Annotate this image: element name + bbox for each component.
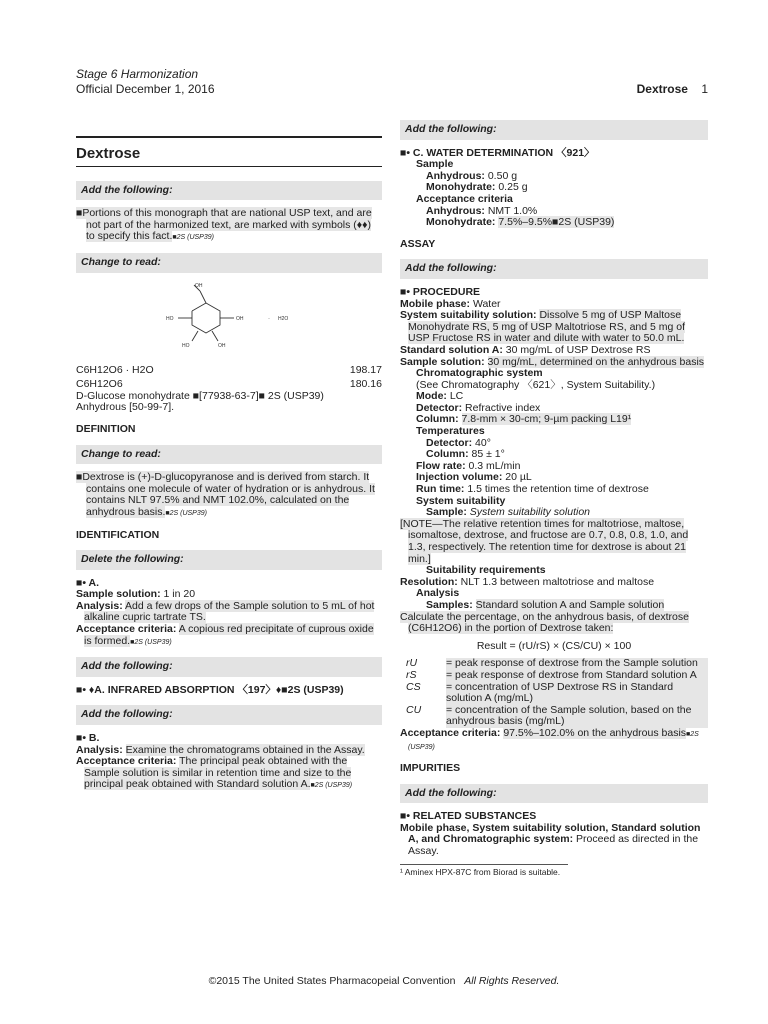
definition-text: = concentration of USP Dextrose RS in Standard solution A (mg/mL) [446,682,708,705]
rights: All Rights Reserved. [464,975,560,987]
revision-band-change: Change to read: [76,445,382,465]
structure-ho-left: HO [166,315,174,322]
related-substances: ■• RELATED SUBSTANCES Mobile phase, System suitability solution, Standard solution A, and Chromatographic system: Proceed as directed in the Assay. [400,810,701,858]
definition-symbol: CS [406,680,421,693]
running-head-title: Dextrose [636,82,688,96]
monograph-title: Dextrose [76,145,141,162]
revision-band-change: Change to read: [76,253,382,273]
definition-text: = peak response of dextrose from Standard solution A [446,670,708,682]
copyright: ©2015 The United States Pharmacopeial Convention [208,975,456,987]
section-impurities: IMPURITIES [400,762,461,775]
structure-oh-top: OH [195,282,203,289]
structure-oh-right: OH [236,315,244,322]
definition-spacer [430,670,446,682]
equation-definitions [406,658,708,728]
formula-monohydrate: C6H12O6 · H2O 198.17 [76,363,382,376]
intro-paragraph: ■Portions of this monograph that are national USP text, and are not part of the harmonized text, are marked with symbols (♦♦) to specify this fact.■2S (USP39) [76,207,372,243]
revision-band-add: Add the following: [76,705,382,725]
running-head [637,82,708,96]
result-equation: Result = (rU/rS) × (CS/CU) × 100 [476,639,632,652]
definition-symbol: rS [406,668,417,681]
water-determination: ■• C. WATER DETERMINATION 〈921〉 Sample Anhydrous: 0.50 g Monohydrate: 0.25 g Acceptance criteria Anhydrous: NMT 1.0% Monohydrate: 7.5%–9.5%■2S (USP39) [400,146,615,229]
official-date: Official December 1, 2016 [76,82,215,96]
definition-symbol: CU [406,703,422,716]
assay-procedure: ■• PROCEDURE Mobile phase: Water System suitability solution: Dissolve 5 mg of USP Maltose Monohydrate RS, 5 mg of USP Maltotriose RS, and 5 mg of USP Fructose RS in water and dilute with water to 50.0 mL. Standard solution A: 30 mg/mL of USP Dextrose RS Sample solution: 30 mg/mL, determined on the anhydrous basis Chromatographic system (See Chromatography 〈621〉, System Suitability.) Mode: LC Detector: Refractive index Column: 7.8-mm × 30-cm; 9-µm packing L19¹ Temperatures Detector: 40° Column: 85 ± 1° Flow rate: 0.3 mL/min Injection volume: 20 µL Run time: 1.5 times the retention time of dextrose System suitability Sample: System suitability solution [NOTE—The relative retention times for maltotriose, maltose, isomaltose, dextrose, and fructose are 0.7, 0.8, 0.8, 1.0, and 1.3, respectively. The retention time for dextrose is about 21 min.] Suitability requirements Resolution: NLT 1.3 between maltotriose and maltose Analysis Samples: Standard solution A and Sample solution Calculate the percentage, on the anhydrous basis, of dextrose (C6H12O6) in the portion of Dextrose taken: Result = (rU/rS) × (CS/CU) × 100 rU = peak response of dextrose from the Sample solution rS = peak response of dextrose from Standard solution A CS = concentration of USP Dextrose RS in Standard solution A (mg/mL) CU = concentration of the Sample solution, based on the anhydrous basis (mg/mL) Acceptance criteria: 97.5%–102.0% on the anhydrous basis■2S (USP39) [400,287,708,753]
harmonization-stage: Stage 6 Harmonization [76,67,199,81]
revision-band-add: Add the following: [400,784,708,804]
section-definition: DEFINITION [76,422,136,435]
definition-spacer [430,705,446,728]
revision-band-add: Add the following: [400,120,708,140]
definition-text: = peak response of dextrose from the Sample solution [446,658,708,670]
definition-spacer [430,658,446,670]
glucose-structure [162,283,362,353]
chemical-name: D-Glucose monohydrate ■[77938-63-7]■ 2S (USP39) [76,389,324,402]
definition-text: = concentration of the Sample solution, based on the anhydrous basis (mg/mL) [446,705,708,728]
revision-band-add: Add the following: [76,657,382,677]
revision-band-add: Add the following: [400,259,708,279]
revision-band-add: Add the following: [76,181,382,201]
structure-dot: · [268,315,270,322]
definition-spacer [430,682,446,705]
section-assay: ASSAY [400,237,436,250]
infrared-absorption-test: ■• ♦A. INFRARED ABSORPTION 〈197〉♦■2S (USP39) [76,683,344,696]
structure-water: H2O [278,315,289,322]
definition-symbol: rU [406,657,418,670]
section-identification: IDENTIFICATION [76,528,160,541]
right-column [400,120,708,878]
left-column [76,120,382,792]
anhydrous-cas: Anhydrous [50-99-7]. [76,401,175,414]
revision-band-delete: Delete the following: [76,550,382,570]
formula-anhydrous: C6H12O6 180.16 [76,378,382,391]
page-number: 1 [701,82,708,96]
structure-oh-bottom: OH [218,342,226,349]
structure-figure [76,281,382,357]
page-footer [0,975,768,987]
definition-paragraph: ■Dextrose is (+)-D-glucopyranose and is derived from starch. It contains one molecule of water of hydration or is anhydrous. It contains NLT 97.5% and NMT 102.0%, calculated on the anhydrous basis.■2S (USP39) [76,471,375,518]
structure-ho-bottom: HO [182,342,190,349]
identification-test-b: ■• B. Analysis: Examine the chromatograms obtained in the Assay. Acceptance criteria: The principal peak obtained with the Sample solution is similar in retention time and size to the principal peak obtained with Standard solution A.■2S (USP39) [76,732,365,791]
title-rule [76,136,382,138]
footnote: ¹ Aminex HPX-87C from Biorad is suitable. [400,864,568,879]
title-underline [76,166,382,167]
identification-test-a: ■• A. Sample solution: 1 in 20 Analysis: Add a few drops of the Sample solution to 5 mL of hot alkaline cupric tartrate TS. Acceptance criteria: A copious red precipitate of cuprous oxide is formed.■2S (USP39) [76,576,375,647]
